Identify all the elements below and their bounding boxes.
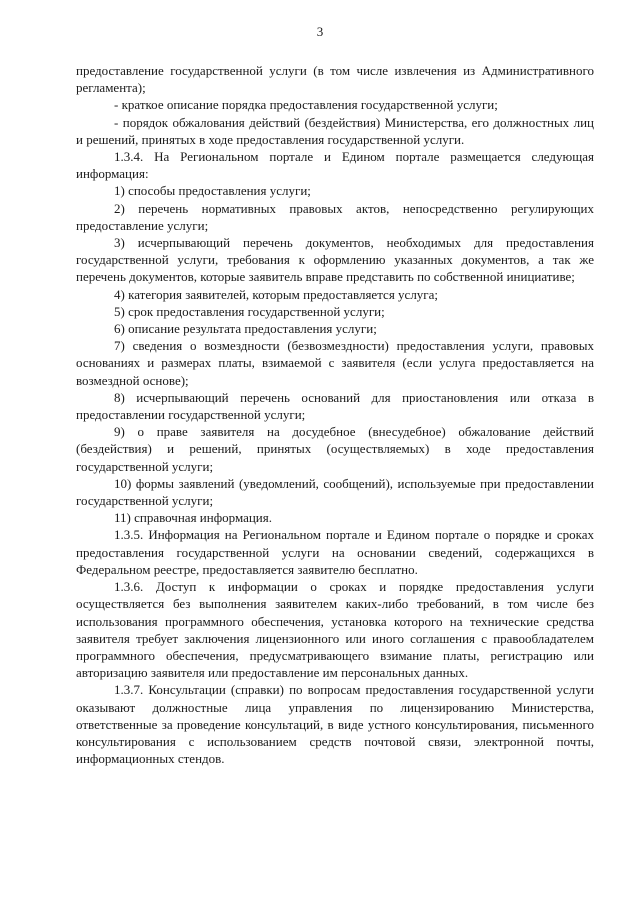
paragraph-list-item: 6) описание результата предоставления услуги;	[114, 321, 377, 337]
paragraph-list-item: 10) формы заявлений (уведомлений, сообщений), используемые при предоставлении государственной услуги;	[76, 475, 594, 509]
paragraph-list-item: 4) категория заявителей, которым предоставляется услуга;	[114, 286, 439, 302]
paragraph-section-1-3-4: 1.3.4. На Региональном портале и Едином портале размещается следующая информация:	[76, 149, 594, 182]
document-body	[76, 62, 594, 767]
page-number: 3	[316, 24, 324, 39]
paragraph-section-1-3-7: 1.3.7. Консультации (справки) по вопросам предоставления государственной услуги оказывают должностные лица управления по лицензированию Министерства, ответственные за проведение консультаций, в виде устного консультирования, письменного консультирования с использованием средств почтовой связи, электронной почты, информационных стендов.	[76, 682, 594, 767]
paragraph-continuation: предоставление государственной услуги (в том числе извлечения из Административного регламента);	[76, 63, 594, 96]
paragraph-section-1-3-5: 1.3.5. Информация на Региональном портале и Едином портале о порядке и сроках предоставления государственной услуги на основании сведений, содержащихся в Федеральном реестре, предоставляется заявителю бесплатно.	[76, 527, 594, 577]
paragraph-list-item: 3) исчерпывающий перечень документов, необходимых для предоставления государственной услуги, требования к оформлению указанных документов, а так же перечень документов, которые заявитель вправе представить по собственной инициативе;	[76, 235, 594, 285]
paragraph-list-item: 5) срок предоставления государственной услуги;	[114, 303, 385, 319]
paragraph-list-item: 11) справочная информация.	[114, 510, 272, 526]
paragraph-list-item: 2) перечень нормативных правовых актов, непосредственно регулирующих предоставление услуги;	[76, 200, 594, 233]
paragraph-list-item: 9) о праве заявителя на досудебное (внесудебное) обжалование действий (бездействия) и решений, принятых (осуществляемых) в ходе предоставления государственной услуги;	[76, 424, 594, 474]
paragraph-list-item: 7) сведения о возмездности (безвозмездности) предоставления услуги, правовых основаниях и размерах платы, взимаемой с заявителя (если услуга предоставляется на возмездной основе);	[76, 338, 594, 388]
paragraph-list-item: - краткое описание порядка предоставления государственной услуги;	[114, 97, 498, 113]
paragraph-list-item: - порядок обжалования действий (бездействия) Министерства, его должностных лиц и решений, принятых в ходе предоставления государственной услуги.	[76, 114, 594, 147]
paragraph-section-1-3-6: 1.3.6. Доступ к информации о сроках и порядке предоставления услуги осуществляется без выполнения заявителем каких-либо требований, в том числе без использования программного обеспечения, установка которого на технические средства заявителя требует заключения лицензионного или иного соглашения с правообладателем программного обеспечения, предусматривающего взимание платы, регистрацию или авторизацию заявителя или предоставление им персональных данных.	[76, 579, 594, 681]
paragraph-list-item: 1) способы предоставления услуги;	[114, 183, 311, 199]
paragraph-list-item: 8) исчерпывающий перечень оснований для приостановления или отказа в предоставлении государственной услуги;	[76, 389, 594, 423]
